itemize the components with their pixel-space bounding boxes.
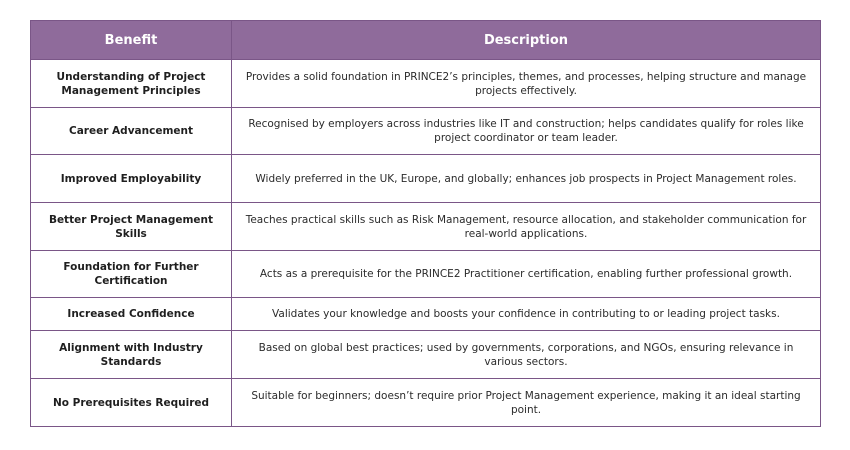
description-cell: Teaches practical skills such as Risk Management, resource allocation, and stakeholder communication for real-world applications. (232, 203, 821, 251)
header-benefit: Benefit (31, 21, 232, 60)
benefit-cell: Career Advancement (31, 108, 232, 155)
description-cell: Acts as a prerequisite for the PRINCE2 Practitioner certification, enabling further professional growth. (232, 251, 821, 298)
table-row (31, 379, 821, 427)
table-row (31, 108, 821, 155)
benefit-cell: No Prerequisites Required (31, 379, 232, 427)
benefit-cell: Better Project Management Skills (31, 203, 232, 251)
description-cell: Validates your knowledge and boosts your confidence in contributing to or leading project tasks. (232, 298, 821, 331)
table-row (31, 251, 821, 298)
benefits-table-container (30, 20, 820, 427)
description-cell: Based on global best practices; used by governments, corporations, and NGOs, ensuring relevance in various sectors. (232, 331, 821, 379)
description-cell: Provides a solid foundation in PRINCE2’s principles, themes, and processes, helping structure and manage projects effectively. (232, 60, 821, 108)
table-header-row (31, 21, 821, 60)
benefit-cell: Improved Employability (31, 155, 232, 203)
table-row (31, 155, 821, 203)
benefit-cell: Increased Confidence (31, 298, 232, 331)
benefits-table (30, 20, 821, 427)
description-cell: Recognised by employers across industries like IT and construction; helps candidates qualify for roles like project coordinator or team leader. (232, 108, 821, 155)
table-row (31, 331, 821, 379)
benefit-cell: Understanding of Project Management Principles (31, 60, 232, 108)
table-row (31, 203, 821, 251)
table-row (31, 298, 821, 331)
benefit-cell: Foundation for Further Certification (31, 251, 232, 298)
benefit-cell: Alignment with Industry Standards (31, 331, 232, 379)
table-row (31, 60, 821, 108)
description-cell: Suitable for beginners; doesn’t require prior Project Management experience, making it an ideal starting point. (232, 379, 821, 427)
header-description: Description (232, 21, 821, 60)
description-cell: Widely preferred in the UK, Europe, and globally; enhances job prospects in Project Management roles. (232, 155, 821, 203)
